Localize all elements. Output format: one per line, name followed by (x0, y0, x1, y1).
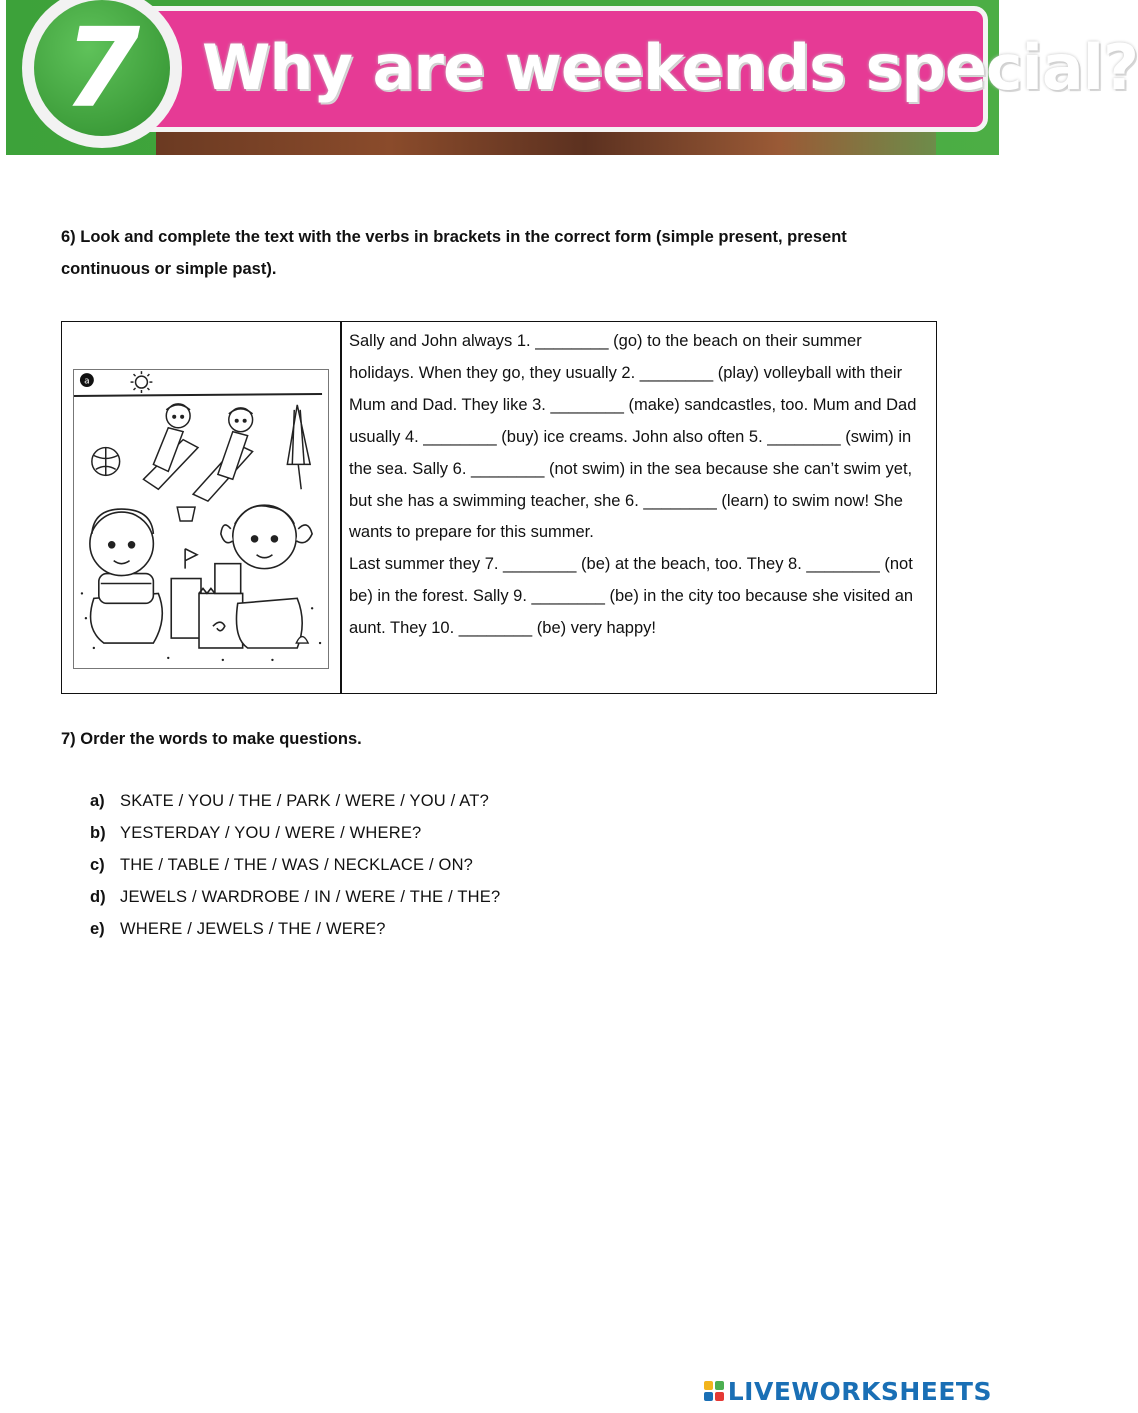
item-letter: a) (90, 792, 105, 811)
umbrella-icon (287, 405, 310, 489)
image-label-badge (80, 373, 94, 387)
boy-drawing (90, 509, 162, 643)
exercise-6-instruction: 6) Look and complete the text with the verbs in brackets in the correct form (simple present, present continuous or simple past). (61, 228, 847, 278)
table-divider (340, 322, 342, 693)
item-text: THE / TABLE / THE / WAS / NECKLACE / ON? (120, 855, 474, 874)
exercise-6-story (349, 326, 929, 645)
exercise-6-table (61, 321, 937, 694)
item-text: WHERE / JEWELS / THE / WERE? (120, 919, 386, 938)
beach-ball-icon (92, 448, 120, 476)
item-letter: e) (90, 919, 105, 938)
chapter-number: 7 (34, 0, 170, 136)
exercise-7-instruction: 7) Order the words to make questions. (61, 730, 362, 748)
svg-text:a: a (84, 376, 90, 387)
list-item (90, 913, 790, 945)
list-item (90, 786, 790, 818)
list-item (90, 818, 790, 850)
sunbathers-drawing (143, 404, 252, 501)
beach-illustration (73, 369, 329, 669)
liveworksheets-logo[interactable] (704, 1375, 992, 1407)
story-paragraph: Last summer they 7. ________ (be) at the beach, too. They 8. ________ (not be) in the forest. Sally 9. ________ (be) in the city too because she visited an aunt. They 10. ________ (be) very happy! (349, 555, 914, 638)
sandcastle-drawing (171, 549, 242, 648)
story-paragraph: Sally and John always 1. ________ (go) to the beach on their summer holidays. When they go, they usually 2. ________ (play) volleyball with their Mum and Dad. They like 3. ________ (make) sandcastles, too. Mum and Dad usually 4. ________ (buy) ice creams. John also often 5. ________ (swim) in the sea. Sally 6. ________ (not swim) in the sea because she can’t swim yet, but she has a swimming teacher, she 6. ________ (learn) to swim now! She wants to prepare for this summer. (349, 332, 917, 542)
logo-text: LIVEWORKSHEETS (727, 1376, 992, 1406)
banner-photo-strip (156, 128, 936, 155)
list-item (90, 850, 790, 882)
horizon-line (74, 394, 322, 396)
item-letter: c) (90, 855, 105, 874)
bucket-icon (177, 507, 195, 521)
list-item (90, 881, 790, 913)
item-text: SKATE / YOU / THE / PARK / WERE / YOU / AT? (120, 792, 489, 811)
item-text: JEWELS / WARDROBE / IN / WERE / THE / THE? (120, 887, 501, 906)
item-text: YESTERDAY / YOU / WERE / WHERE? (120, 824, 422, 843)
question-list (90, 786, 790, 945)
logo-grid-icon (704, 1381, 724, 1401)
page-title: Why are weekends special? (202, 31, 1138, 104)
sun-icon (131, 371, 153, 393)
item-letter: d) (90, 887, 106, 906)
item-letter: b) (90, 824, 106, 843)
